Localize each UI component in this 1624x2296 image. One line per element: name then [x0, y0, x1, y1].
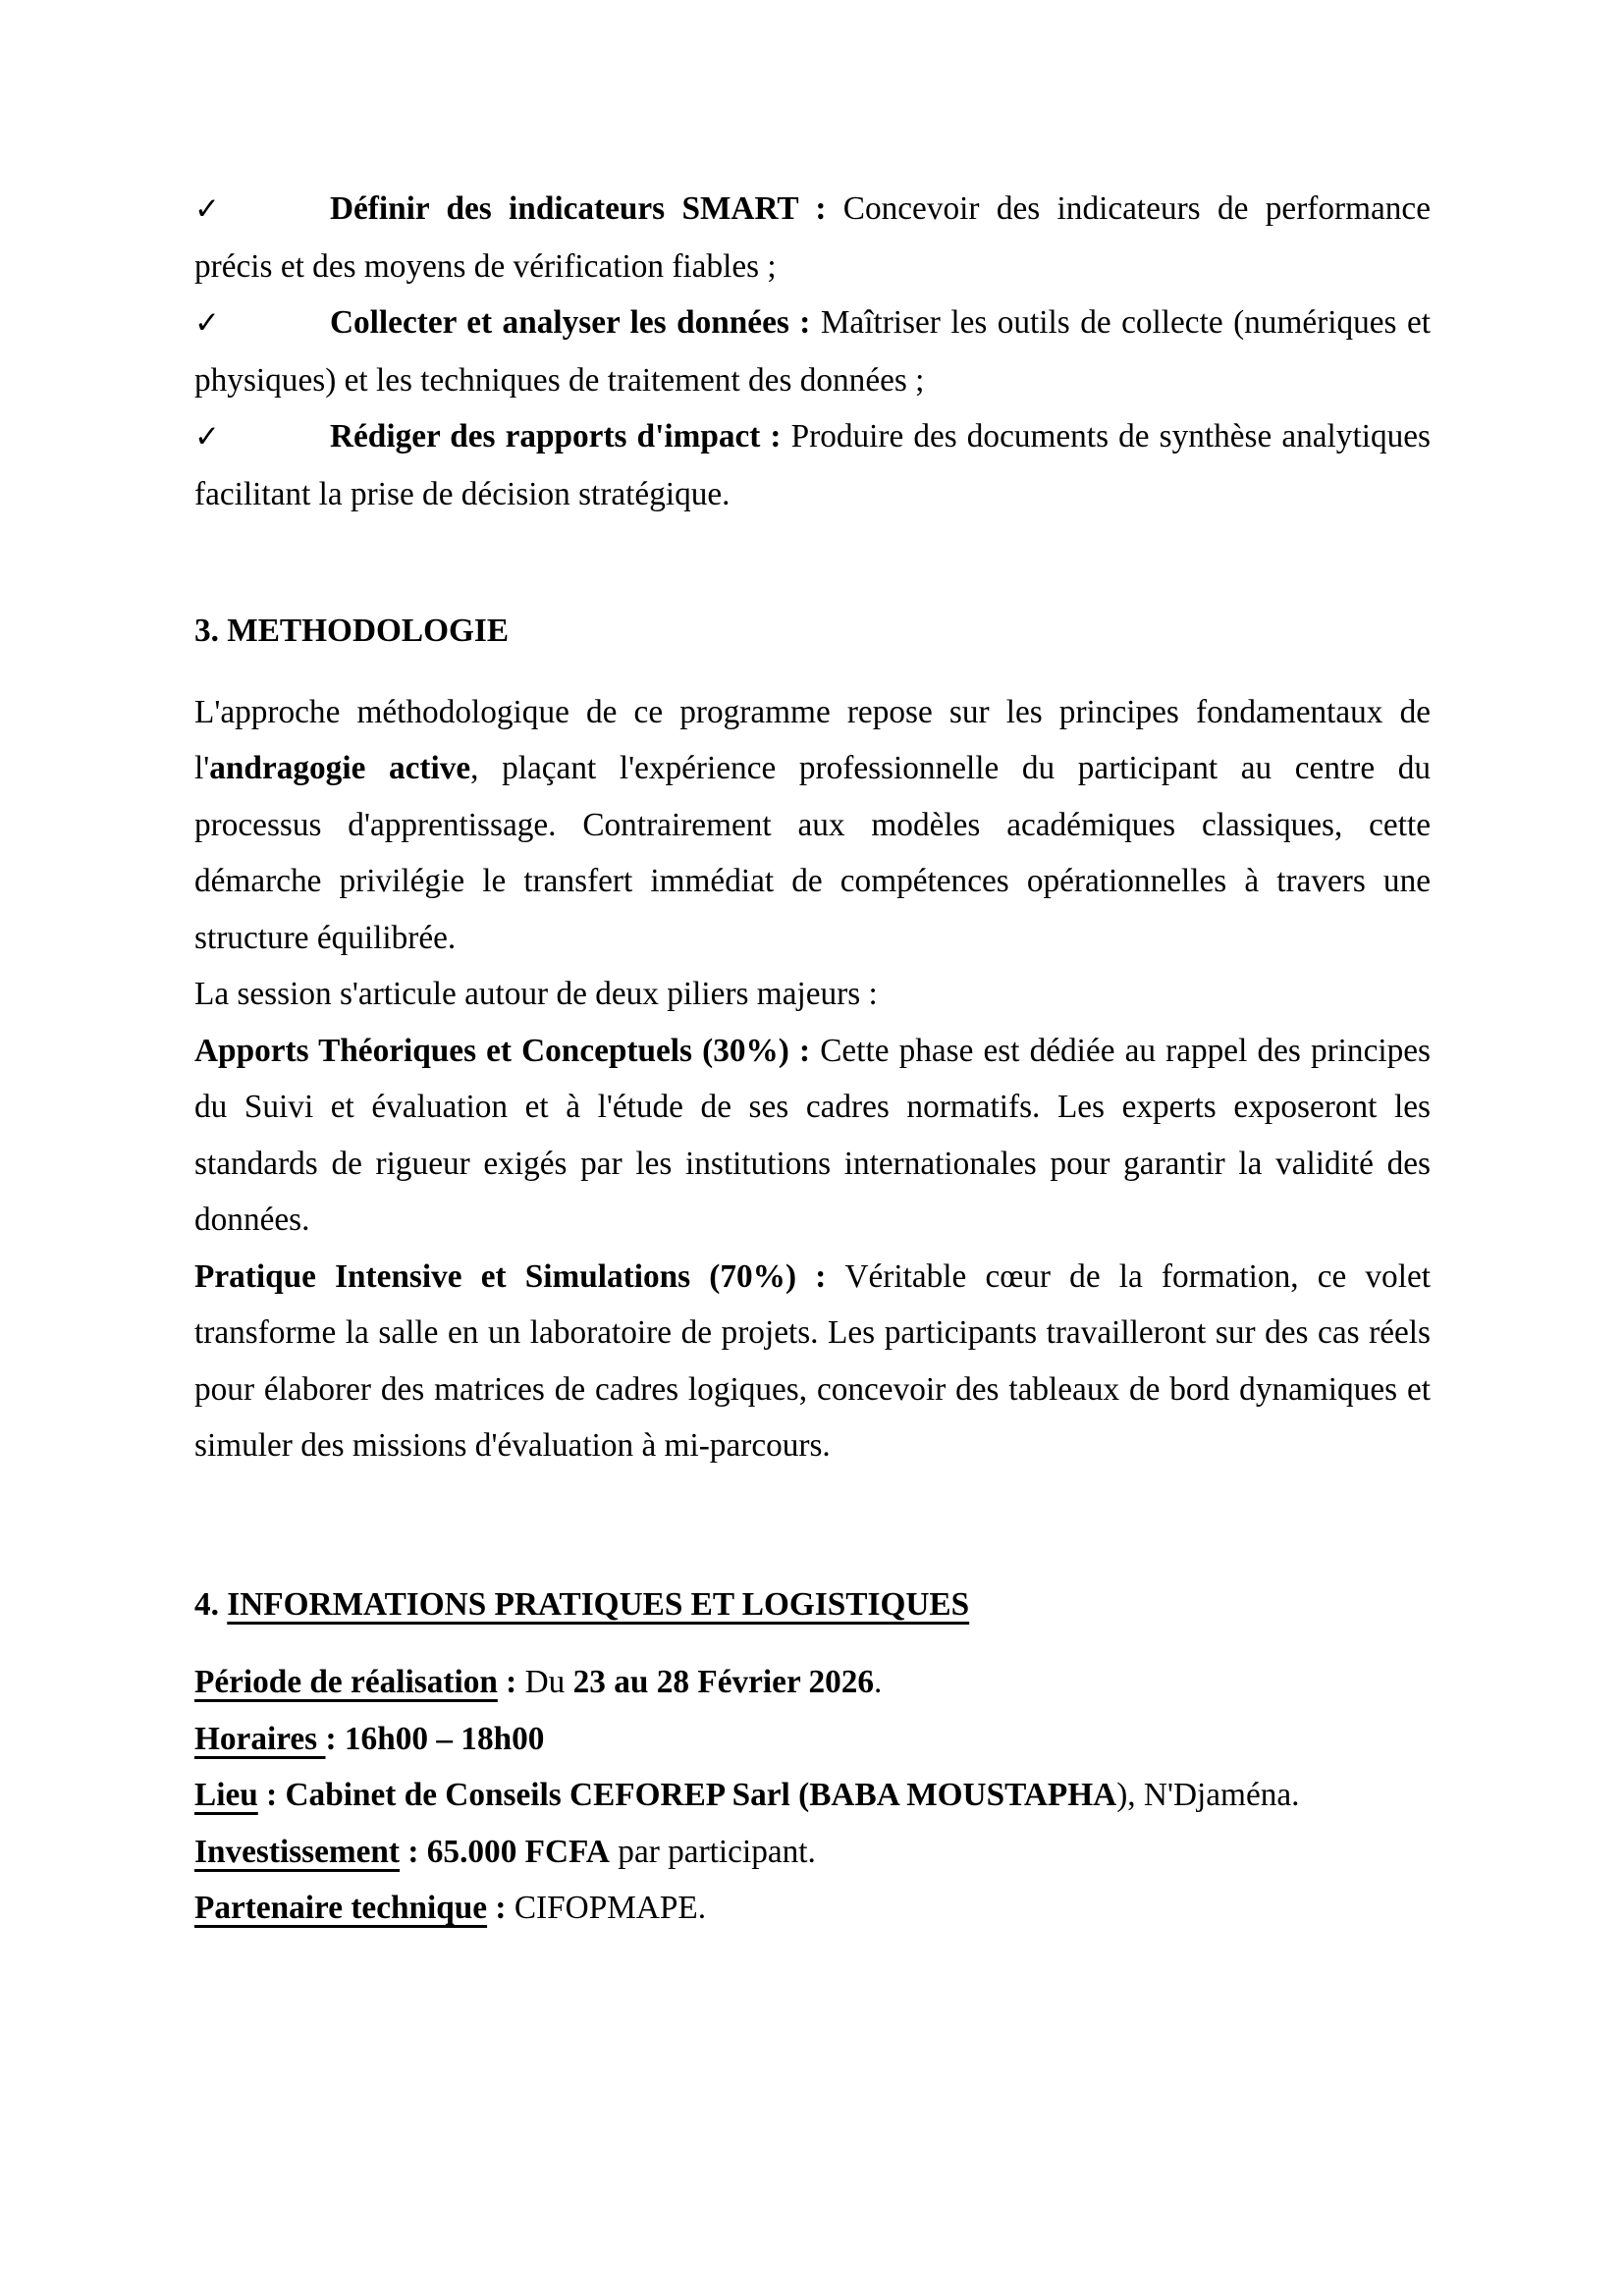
text-run: Cette phase est dédiée au rappel des principes du Suivi et évaluation et à l'étude de ses cadres normatifs. Les experts exposeront les standards de rigueur exigés par les institutions internationales pour garantir la validité des données. — [194, 1032, 1432, 1238]
text-run: 4. — [194, 1585, 228, 1623]
text-run: INFORMATIONS PRATIQUES ET LOGISTIQUES — [227, 1585, 970, 1623]
paragraph-session-piliers — [194, 966, 1431, 1023]
text-run: Du — [524, 1664, 573, 1700]
text-run: Produire des documents de synthèse analytiques facilitant la prise de décision stratégique. — [194, 418, 1431, 512]
info-line-lieu — [194, 1767, 1431, 1824]
check-icon: ✓ — [194, 419, 220, 454]
text-run: Partenaire technique — [194, 1890, 488, 1926]
text-run: : — [400, 1833, 427, 1870]
check-icon: ✓ — [194, 305, 220, 341]
check-icon: ✓ — [194, 191, 220, 227]
info-line-horaires — [194, 1711, 1431, 1768]
text-run: Période de réalisation — [194, 1664, 498, 1700]
text-run: Véritable cœur de la formation, ce volet transforme la salle en un laboratoire de projets. Les participants travailleront sur des cas réels pour élaborer des matrices de cadres logiques, concevoir des tableaux de bord dynamiques et simuler des missions d'évaluation à mi-parcours. — [194, 1257, 1431, 1464]
text-run: CIFOPMAPE. — [514, 1890, 707, 1926]
text-run: : — [257, 1777, 286, 1813]
info-line-partenaire — [194, 1880, 1431, 1937]
text-run: : — [325, 1720, 345, 1757]
text-run: Apports Théoriques et Conceptuels (30%) : — [194, 1032, 821, 1069]
text-run: 65.000 FCFA — [426, 1833, 610, 1870]
bullet-item-indicateurs-smart — [194, 181, 1431, 294]
text-run: par participant. — [609, 1833, 816, 1870]
text-run: Horaires — [194, 1720, 326, 1757]
text-run: . — [874, 1664, 883, 1700]
text-run: Lieu — [194, 1777, 258, 1813]
bullet-item-rapports-impact — [194, 408, 1431, 522]
text-run: L'approche méthodologique de ce programme repose sur les principes fondamentaux de l' — [194, 693, 1431, 786]
info-line-periode — [194, 1654, 1431, 1711]
text-run: Rédiger des rapports d'impact : — [329, 418, 791, 454]
paragraph-apports-theoriques — [194, 1023, 1431, 1249]
text-run: Collecter et analyser les données : — [329, 304, 821, 341]
info-line-investissement — [194, 1824, 1431, 1881]
text-run: : — [487, 1890, 514, 1926]
text-run: ), N'Djaména. — [1116, 1777, 1300, 1813]
text-run: Concevoir des indicateurs de performance précis et des moyens de vérification fiables ; — [194, 190, 1431, 285]
paragraph-approche-methodologique — [194, 684, 1431, 967]
text-run: 3. METHODOLOGIE — [194, 613, 510, 649]
text-run: Pratique Intensive et Simulations (70%) : — [194, 1257, 845, 1295]
text-run: Cabinet de Conseils CEFOREP Sarl (BABA MOUSTAPHA — [285, 1777, 1117, 1813]
text-run: , plaçant l'expérience professionnelle du participant au centre du processus d'apprentissage. Contrairement aux modèles académiques classiques, cette démarche privilégie le transfert immédiat de compétences opérationnelles à travers une structure équilibrée. — [194, 750, 1432, 956]
text-run: Définir des indicateurs SMART : — [329, 190, 843, 227]
section-heading-informations-pratiques — [194, 1576, 1431, 1633]
text-run: Investissement — [194, 1833, 401, 1870]
text-run: andragogie active — [209, 750, 471, 786]
section-heading-methodologie — [194, 603, 1431, 660]
text-run: : — [497, 1664, 525, 1700]
text-run: Maîtriser les outils de collecte (numériques et physiques) et les techniques de traitement des données ; — [194, 304, 1431, 399]
bullet-item-collecter-donnees — [194, 294, 1431, 408]
text-run: 16h00 – 18h00 — [344, 1720, 545, 1757]
paragraph-pratique-intensive — [194, 1249, 1431, 1474]
text-run: 23 au 28 Février 2026 — [572, 1664, 875, 1700]
text-run: La session s'articule autour de deux piliers majeurs : — [194, 976, 878, 1012]
